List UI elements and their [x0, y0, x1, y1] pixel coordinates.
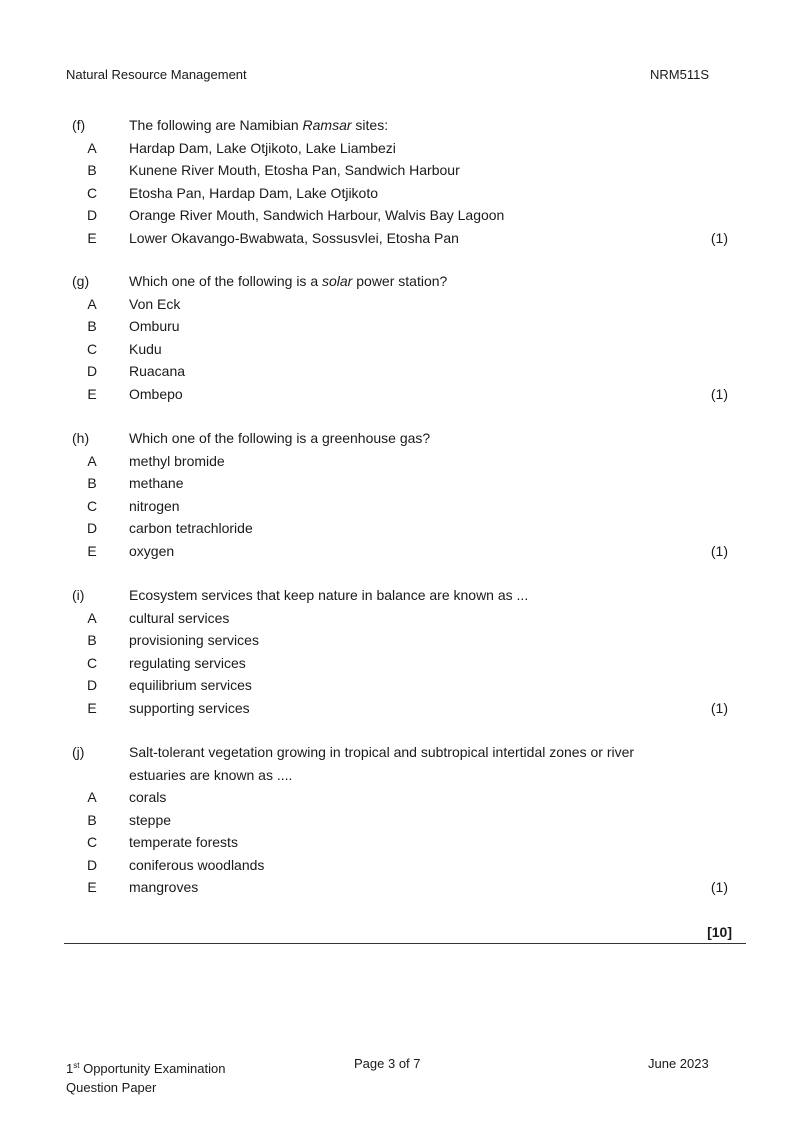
option-letter: E: [87, 385, 97, 402]
option-text: coniferous woodlands: [129, 856, 265, 873]
option-text: carbon tetrachloride: [129, 520, 253, 536]
option-text: Kunene River Mouth, Etosha Pan, Sandwich Harbour: [129, 162, 460, 178]
option-text: temperate forests: [129, 834, 238, 850]
question-f: [0, 114, 794, 249]
footer-exam-type: 1st Opportunity Examination Question Paper: [66, 1061, 226, 1095]
option-letter: E: [87, 879, 97, 895]
option-text: regulating services: [129, 654, 246, 671]
option-letter: C: [86, 654, 98, 671]
option-text: Lower Okavango-Bwabwata, Sossusvlei, Etosha Pan: [129, 229, 459, 246]
page-number: Page 3 of 7: [354, 1056, 421, 1071]
option-text: nitrogen: [129, 497, 180, 514]
question-mark: (1): [710, 699, 728, 716]
option-letter: E: [87, 699, 97, 716]
question-stem: The following are Namibian Ramsar sites:: [129, 117, 389, 133]
section-total-marks: [10]: [707, 924, 732, 940]
option-letter: C: [86, 184, 98, 201]
option-text: corals: [129, 789, 167, 805]
option-letter: D: [86, 520, 98, 536]
option-letter: C: [86, 340, 98, 357]
option-letter: C: [86, 834, 98, 850]
option-letter: B: [87, 162, 97, 178]
option-text: Orange River Mouth, Sandwich Harbour, Walvis Bay Lagoon: [129, 207, 505, 223]
question-stem: Ecosystem services that keep nature in balance are known as ...: [129, 587, 529, 603]
option-text: provisioning services: [129, 632, 259, 648]
question-number: (j): [72, 744, 85, 760]
option-text: cultural services: [129, 609, 230, 626]
option-letter: E: [87, 542, 97, 559]
question-stem: Which one of the following is a greenhouse gas?: [129, 430, 431, 446]
option-letter: C: [86, 497, 98, 514]
option-text: methane: [129, 475, 184, 491]
question-number: (g): [72, 273, 90, 289]
option-letter: A: [87, 295, 97, 312]
option-text: supporting services: [129, 699, 250, 716]
question-j: [0, 741, 794, 899]
exam-date: June 2023: [648, 1056, 709, 1071]
option-letter: D: [86, 677, 98, 693]
course-code: NRM511S: [650, 67, 710, 82]
option-text: steppe: [129, 811, 172, 828]
course-title: Natural Resource Management: [66, 67, 247, 82]
question-i: [0, 584, 794, 719]
option-letter: B: [87, 318, 97, 334]
footer-paper-type: Question Paper: [66, 1080, 157, 1095]
option-letter: A: [87, 139, 97, 156]
question-mark: (1): [710, 879, 728, 895]
option-letter: E: [87, 229, 97, 246]
option-text: methyl bromide: [129, 452, 225, 469]
option-text: Etosha Pan, Hardap Dam, Lake Otjikoto: [129, 184, 379, 201]
question-h: [0, 427, 794, 562]
option-letter: A: [87, 609, 97, 626]
option-text: Hardap Dam, Lake Otjikoto, Lake Liambezi: [129, 139, 396, 156]
option-letter: A: [87, 452, 97, 469]
question-number: (f): [72, 117, 86, 133]
option-letter: A: [87, 789, 97, 805]
option-letter: B: [87, 811, 97, 828]
option-text: Ombepo: [129, 385, 183, 402]
question-stem-line-1: Salt-tolerant vegetation growing in tropical and subtropical intertidal zones or river: [129, 744, 635, 760]
question-mark: (1): [710, 229, 728, 246]
option-text: oxygen: [129, 542, 175, 559]
option-text: Ruacana: [129, 363, 186, 379]
question-g: [0, 270, 794, 405]
option-letter: B: [87, 632, 97, 648]
option-text: mangroves: [129, 879, 199, 895]
option-letter: D: [86, 207, 98, 223]
section-divider: [64, 943, 746, 944]
question-number: (h): [72, 430, 90, 446]
question-mark: (1): [710, 385, 728, 402]
option-letter: D: [86, 856, 98, 873]
option-text: Von Eck: [129, 295, 181, 312]
question-mark: (1): [710, 542, 728, 559]
option-text: Kudu: [129, 340, 162, 357]
option-letter: B: [87, 475, 97, 491]
question-number: (i): [72, 587, 85, 603]
question-stem: Which one of the following is a solar power station?: [129, 273, 448, 289]
option-text: equilibrium services: [129, 677, 252, 693]
option-letter: D: [86, 363, 98, 379]
question-stem-line-2: estuaries are known as ....: [129, 766, 293, 783]
option-text: Omburu: [129, 318, 180, 334]
